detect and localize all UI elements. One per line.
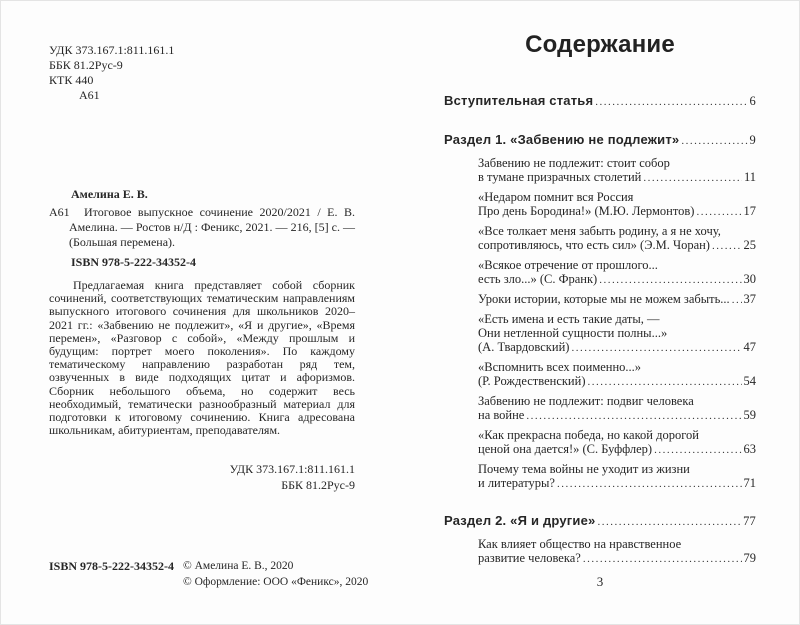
toc-leader-dots [599,273,741,287]
toc-page-number: 11 [743,170,756,184]
toc-entry-text: и литературы? [478,476,555,490]
toc-entry [444,224,756,253]
toc-entry-text: (Р. Рождественский) [478,374,586,388]
author-sign-code: А61 [79,88,100,102]
toc-entry-line [478,360,756,374]
toc-leader-dots [654,443,741,457]
toc-entry-text: (А. Твардовский) [478,340,570,354]
toc-entry [444,394,756,423]
toc-entry [444,156,756,185]
imprint-footer [49,559,368,590]
toc-entry-text: в тумане призрачных столетий [478,170,642,184]
bbk-code-bottom: ББК 81.2Рус-9 [281,478,355,493]
toc-entry [444,258,756,287]
toc-entry-text: Уроки истории, которые мы не можем забыть... [478,292,730,306]
toc-page-number: 77 [743,514,756,528]
udk-code-bottom: УДК 373.167.1:811.161.1 [229,462,355,477]
copyright-author-line: © Амелина Е. В., 2020 [183,560,294,572]
toc-entry-line [478,394,756,408]
toc-page-number: 17 [743,204,756,218]
toc-leader-dots [526,409,741,423]
copyright-block [183,559,368,590]
toc-entry-text: Вступительная статья [444,93,594,108]
toc-leader-dots [696,205,741,219]
left-page [49,43,355,493]
toc-leader-dots [571,341,741,355]
ktk-code: КТК 440 [49,73,94,87]
toc-entry-text: «Как прекрасна победа, но какой дорогой [478,428,699,442]
toc-entry-text: Почему тема войны не уходит из жизни [478,462,690,476]
toc-entry-line [478,537,756,551]
toc-entry-text: Про день Бородина!» (М.Ю. Лермонтов) [478,204,695,218]
toc-entry [444,513,756,530]
toc-page-number: 37 [743,292,756,306]
toc-title: Содержание [525,31,675,58]
toc-entry-line [478,340,756,355]
toc-entry-text: Забвению не подлежит: стоит собор [478,156,670,170]
bibliographic-entry [49,205,355,250]
toc-entry-line [478,374,756,389]
toc-entry-line [478,204,756,219]
toc-list [444,93,756,566]
udk-code: УДК 373.167.1:811.161.1 [49,43,175,57]
toc-entry-line [444,132,756,149]
toc-entry-line [478,258,756,272]
toc-entry-line [478,428,756,442]
toc-leader-dots [597,515,741,530]
toc-entry-text: Они нетленной сущности полны...» [478,326,668,340]
toc-entry-line [444,93,756,110]
toc-entry [444,537,756,566]
toc-entry-line [478,312,756,326]
toc-entry [444,360,756,389]
toc-leader-dots [712,239,742,253]
toc-page-number: 30 [743,272,756,286]
isbn-number: ISBN 978-5-222-34352-4 [71,255,196,269]
toc-page-number: 54 [743,374,756,388]
toc-page-number: 6 [749,94,756,108]
toc-entry-text: Раздел 1. «Забвению не подлежит» [444,132,680,147]
toc-leader-dots [583,552,742,566]
toc-leader-dots [587,375,741,389]
toc-entry-text: Раздел 2. «Я и другие» [444,513,596,528]
classification-codes-bottom [49,461,355,493]
toc-entry [444,312,756,355]
classification-codes-top [49,43,355,103]
toc-entry-text: развитие человека? [478,551,581,565]
toc-entry-text: «Всякое отречение от прошлого... [478,258,658,272]
toc-entry [444,132,756,149]
toc-entry-line [478,442,756,457]
toc-entry-text: «Есть имена и есть такие даты, — [478,312,660,326]
toc-leader-dots [595,95,747,110]
toc-leader-dots [681,134,747,149]
toc-entry-text: Как влияет общество на нравственное [478,537,682,551]
page-number: 3 [596,574,604,589]
toc-entry-line [478,408,756,423]
toc-page-number: 25 [743,238,756,252]
bibliographic-label: А61 [49,205,70,219]
toc-entry-text: Забвению не подлежит: подвиг человека [478,394,694,408]
annotation-text: Предлагаемая книга представляет собой сборник сочинений, соответствующих тематическим направлениям выпускного итогового сочинения для школьников 2020–2021 гг.: «Забвению не подлежит», «Я и другие», «Время перемен», «Разговор с собой», «Между прошлым и будущим: портрет моего поколения». По каждому тематическому направлению разработан ряд тем, озвученных в виде подходящих цитат и афоризмов. Сборник небольшого объема, но содержит весь необходимый, тематически разнообразный материал для подготовки к итоговому сочинению. Книга адресована школьникам, абитуриентам, преподавателям. [49,278,355,438]
toc-entry [444,292,756,307]
toc-entry [444,428,756,457]
toc-page-number: 71 [743,476,756,490]
bibliographic-description: Итоговое выпускное сочинение 2020/2021 / Е. В. Амелина. — Ростов н/Д : Феникс, 2021. — 216, [5] с. — (Большая перемена). [69,205,355,249]
toc-entry-text: ценой она дается!» (С. Буффлер) [478,442,653,456]
toc-entry-text: «Недаром помнит вся Россия [478,190,634,204]
toc-page-number: 59 [743,408,756,422]
toc-entry-line [478,272,756,287]
toc-entry-line [478,551,756,566]
toc-page-number: 79 [743,551,756,565]
toc-entry-line [478,224,756,238]
toc-entry-text: есть зло...» (С. Франк) [478,272,598,286]
toc-entry-line [478,476,756,491]
toc-entry [444,190,756,219]
toc-entry-line [478,238,756,253]
author-name: Амелина Е. В. [71,187,148,201]
toc-page-number: 47 [743,340,756,354]
copyright-design-line: © Оформление: ООО «Феникс», 2020 [183,575,369,588]
toc-entry-text: «Вспомнить всех поименно...» [478,360,642,374]
toc-entry [444,93,756,110]
toc-entry-line [478,190,756,204]
toc-page-number: 9 [749,133,756,147]
toc-entry-line [478,170,756,185]
toc-entry-text: сопротивляюсь, что есть сил» (Э.М. Чоран) [478,238,710,252]
toc-entry-line [478,462,756,476]
toc-leader-dots [643,171,742,185]
toc-entry [444,462,756,491]
toc-leader-dots [557,477,742,491]
toc-entry-line [478,326,756,340]
toc-leader-dots [732,293,742,307]
toc-entry-line [444,513,756,530]
toc-entry-text: «Все толкает меня забыть родину, а я не хочу, [478,224,721,238]
isbn-number-footer: ISBN 978-5-222-34352-4 [49,559,174,573]
toc-entry-line [478,292,756,307]
toc-entry-text: на войне [478,408,525,422]
right-page [444,31,756,571]
toc-page-number: 63 [743,442,756,456]
toc-entry-line [478,156,756,170]
bbk-code: ББК 81.2Рус-9 [49,58,123,72]
